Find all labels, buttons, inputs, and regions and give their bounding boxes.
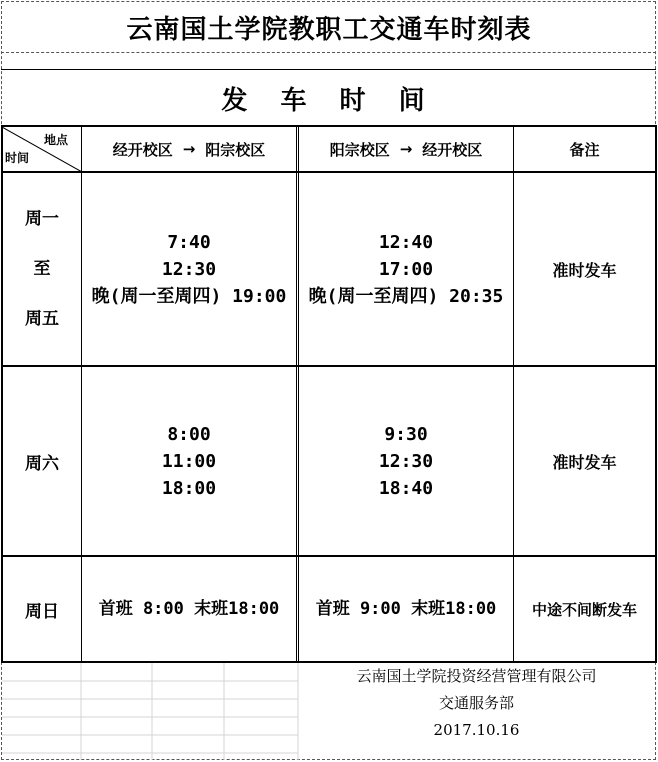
section-header: 发 车 时 间 — [221, 85, 437, 116]
day-weekday-end: 周五 — [25, 309, 59, 329]
header-note: 备注 — [569, 140, 600, 159]
time-slot: 12:30 — [161, 258, 217, 280]
time-slot: 12:40 — [378, 231, 434, 253]
header-divider — [1, 69, 656, 70]
time-slot: 12:30 — [378, 450, 434, 472]
page-title: 云南国土学院教职工交通车时刻表 — [126, 14, 532, 45]
footer-department: 交通服务部 — [438, 693, 514, 712]
arrow-right-icon: → — [399, 140, 413, 158]
time-slot: 9:30 — [384, 423, 428, 445]
corner-label-top: 地点 — [44, 133, 69, 147]
col2-line-a — [296, 125, 297, 663]
footer-company: 云南国土学院投资经营管理有限公司 — [356, 666, 597, 685]
day-sunday: 周日 — [25, 601, 59, 622]
saturday-note: 准时发车 — [552, 452, 617, 472]
time-slot: 18:40 — [378, 477, 434, 499]
day-weekday-start: 周一 — [25, 209, 59, 229]
route2-from: 阳宗校区 — [329, 140, 390, 159]
sunday-note: 中途不间断发车 — [531, 600, 637, 619]
weekday-note: 准时发车 — [552, 260, 617, 280]
time-slot: 17:00 — [378, 258, 434, 280]
day-weekday-to: 至 — [33, 259, 51, 279]
route1-to: 阳宗校区 — [205, 140, 266, 159]
title-divider — [1, 52, 656, 53]
time-slot: 11:00 — [161, 450, 217, 472]
time-slot: 18:00 — [161, 477, 217, 499]
route2-to: 经开校区 — [422, 140, 483, 159]
footer-signature — [298, 663, 655, 743]
sunday-route2-times: 首班 9:00 末班18:00 — [315, 598, 497, 619]
time-slot: 8:00 — [167, 423, 211, 445]
table-right-line — [655, 125, 657, 663]
arrow-right-icon: → — [182, 140, 196, 158]
header-route1 — [82, 127, 296, 171]
sunday-route1-times: 首班 8:00 末班18:00 — [98, 598, 280, 619]
day-weekday — [3, 173, 81, 365]
saturday-route1-times — [82, 367, 296, 555]
time-slot-evening: 晚(周一至周四) 19:00 — [91, 285, 287, 307]
time-slot: 7:40 — [167, 231, 211, 253]
corner-label-bottom: 时间 — [5, 151, 30, 165]
weekday-route1-times — [82, 173, 296, 365]
header-route2 — [299, 127, 513, 171]
time-slot-evening: 晚(周一至周四) 20:35 — [308, 285, 504, 307]
day-saturday: 周六 — [25, 453, 59, 474]
footer-date: 2017.10.16 — [433, 720, 520, 739]
weekday-route2-times — [299, 173, 513, 365]
saturday-route2-times — [299, 367, 513, 555]
route1-from: 经开校区 — [112, 140, 173, 159]
